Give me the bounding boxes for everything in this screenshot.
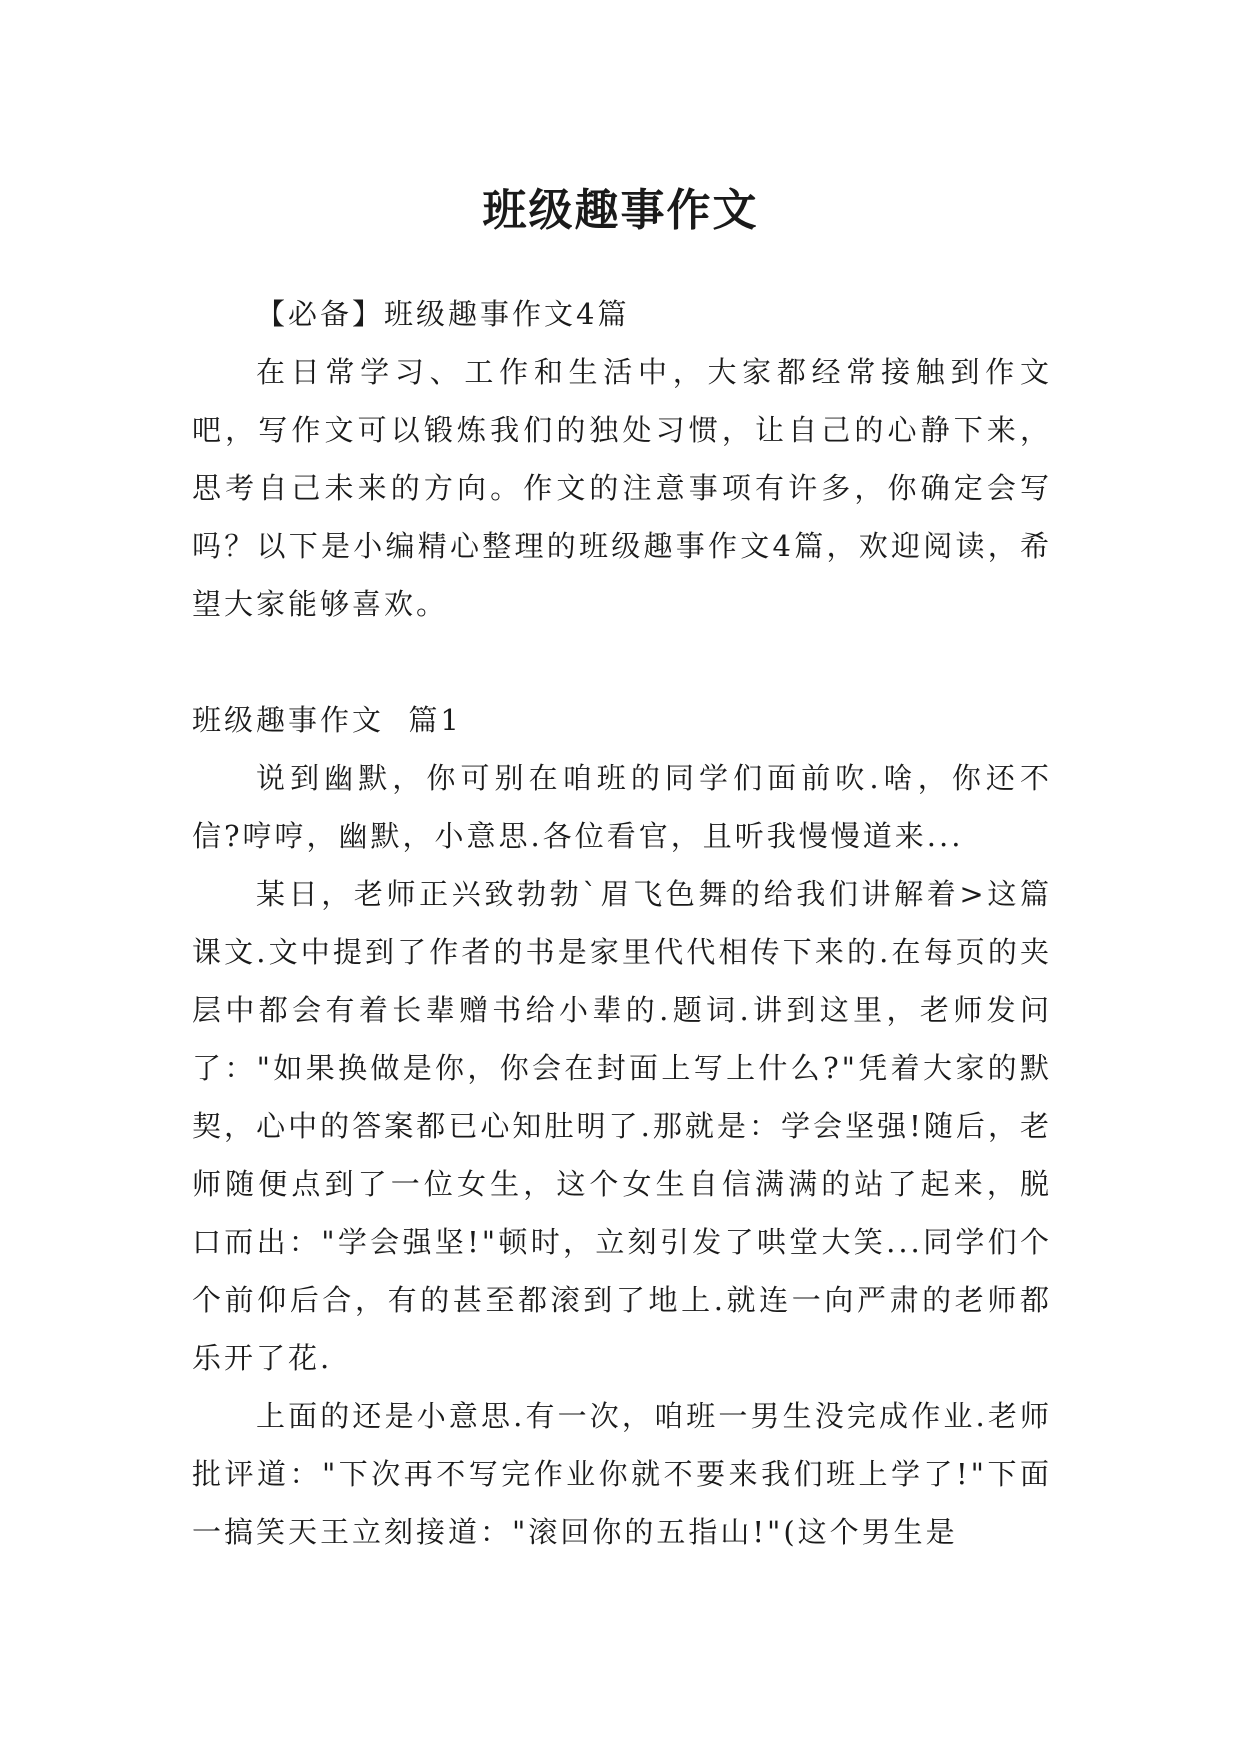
section-heading: 班级趣事作文 篇1: [192, 703, 462, 737]
document-body: [192, 285, 1052, 1561]
body-paragraph-1: 说到幽默，你可别在咱班的同学们面前吹.啥，你还不信?哼哼，幽默，小意思.各位看官，且听我慢慢道来...: [192, 761, 1052, 853]
body-paragraph-2: 某日，老师正兴致勃勃`眉飞色舞的给我们讲解着>这篇课文.文中提到了作者的书是家里代代相传下来的.在每页的夹层中都会有着长辈赠书给小辈的.题词.讲到这里，老师发问了："如果换做是你，你会在封面上写上什么?"凭着大家的默契，心中的答案都已心知肚明了.那就是：学会坚强!随后，老师随便点到了一位女生，这个女生自信满满的站了起来，脱口而出："学会强坚!"顿时，立刻引发了哄堂大笑...同学们个个前仰后合，有的甚至都滚到了地上.就连一向严肃的老师都乐开了花.: [192, 877, 1052, 1375]
section-spacer: [192, 633, 1052, 691]
body-paragraph-3: 上面的还是小意思.有一次，咱班一男生没完成作业.老师批评道："下次再不写完作业你就不要来我们班上学了!"下面一搞笑天王立刻接道："滚回你的五指山!"(这个男生是: [192, 1399, 1052, 1549]
document-title: 班级趣事作文: [482, 185, 759, 237]
intro-paragraph: 在日常学习、工作和生活中，大家都经常接触到作文吧，写作文可以锻炼我们的独处习惯，让自己的心静下来，思考自己未来的方向。作文的注意事项有许多，你确定会写吗？以下是小编精心整理的班级趣事作文4篇，欢迎阅读，希望大家能够喜欢。: [192, 355, 1052, 621]
document-subtitle: 【必备】班级趣事作文4篇: [256, 297, 630, 331]
